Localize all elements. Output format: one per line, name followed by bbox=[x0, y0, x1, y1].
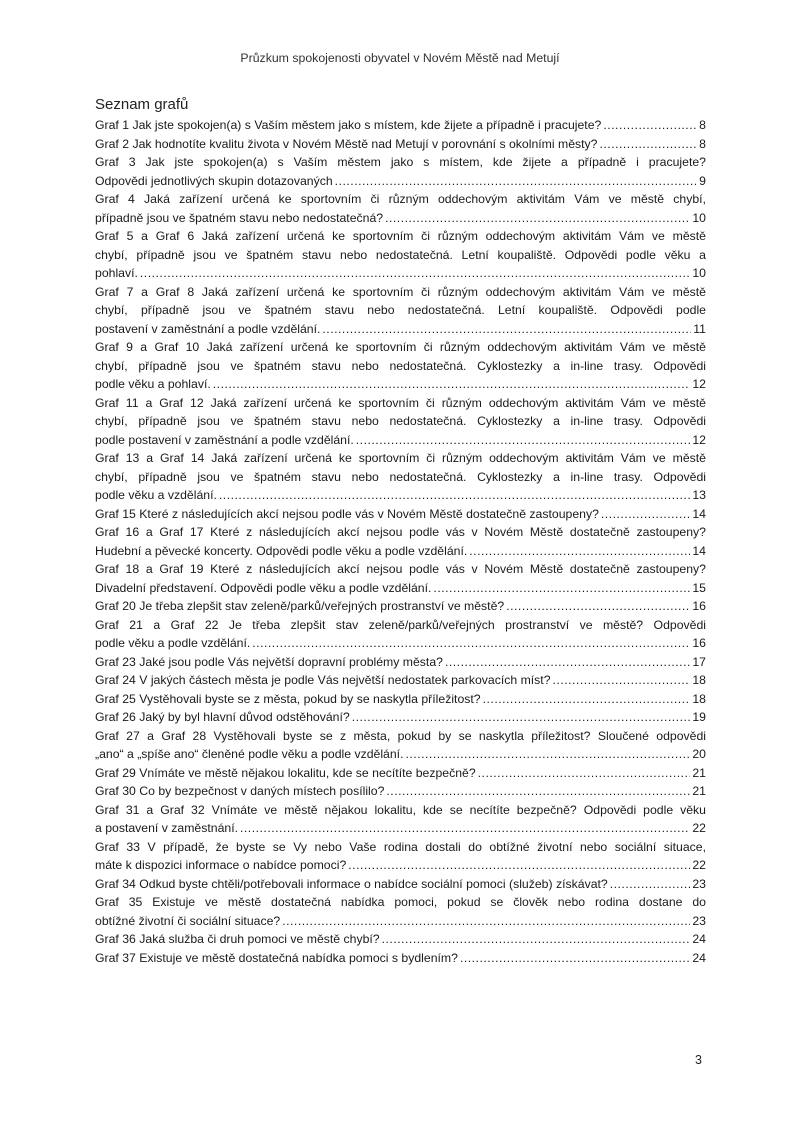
toc-page-number: 8 bbox=[699, 118, 706, 132]
toc-entry-text: Graf 11 a Graf 12 Jaká zařízení určená ke sportovním či různým oddechovým aktivitám Vám ve městě bbox=[95, 395, 706, 410]
toc-entry[interactable] bbox=[95, 782, 706, 801]
toc-entry-text: Graf 3 Jak jste spokojen(a) s Vaším městem jako s místem, kde žijete a případně i pracujete? bbox=[95, 155, 706, 169]
dot-leader bbox=[382, 930, 691, 949]
dot-leader bbox=[348, 856, 690, 875]
toc-entry-text: Graf 4 Jaká zařízení určená ke sportovním či různým oddechovým aktivitám Vám ve městě chybí, bbox=[95, 192, 706, 206]
toc-entry-text: Graf 26 Jaký by byl hlavní důvod odstěhování? bbox=[95, 710, 350, 724]
toc-entry-text: Graf 29 Vnímáte ve městě nějakou lokalitu, kde se necítíte bezpečně? bbox=[95, 765, 476, 780]
dot-leader bbox=[445, 653, 690, 672]
toc-entry-text: Divadelní představení. Odpovědi podle věku a podle vzdělání. bbox=[95, 580, 432, 595]
toc-entry-line bbox=[95, 801, 706, 820]
toc-entry-last-line bbox=[95, 819, 706, 838]
dot-leader bbox=[282, 912, 690, 931]
toc-entry-line bbox=[95, 227, 706, 246]
toc-entry-line bbox=[95, 616, 706, 635]
dot-leader bbox=[386, 782, 690, 801]
toc-entry[interactable] bbox=[95, 597, 706, 616]
dot-leader bbox=[240, 819, 690, 838]
toc-entry-line bbox=[95, 338, 706, 357]
toc-entry[interactable] bbox=[95, 893, 706, 930]
toc-page-number: 10 bbox=[692, 210, 706, 225]
toc-entry-text: Graf 33 V případě, že byste se Vy nebo Vaše rodina dostali do obtížné životní nebo sociální situace, bbox=[95, 839, 706, 854]
toc-page-number: 15 bbox=[692, 580, 706, 595]
toc-entry-text: a postavení v zaměstnání. bbox=[95, 821, 238, 835]
toc-entry-last-line bbox=[95, 875, 706, 894]
page-number: 3 bbox=[695, 1053, 702, 1067]
list-of-figures bbox=[95, 116, 706, 967]
toc-entry-text: Graf 25 Vystěhovali byste se z města, pokud by se naskytla příležitost? bbox=[95, 691, 481, 706]
dot-leader bbox=[610, 875, 691, 894]
dot-leader bbox=[599, 135, 697, 154]
toc-entry-last-line bbox=[95, 486, 706, 505]
toc-entry[interactable] bbox=[95, 671, 706, 690]
dot-leader bbox=[335, 172, 698, 191]
toc-entry-last-line bbox=[95, 209, 706, 228]
toc-entry[interactable] bbox=[95, 616, 706, 653]
toc-entry-text: chybí, případně jsou ve špatném stavu nebo nedostatečná. Cyklostezky a in-line trasy. Odpovědi bbox=[95, 358, 706, 373]
toc-entry[interactable] bbox=[95, 283, 706, 339]
toc-entry-text: Graf 24 V jakých částech města je podle Vás největší nedostatek parkovacích míst? bbox=[95, 673, 551, 687]
toc-entry[interactable] bbox=[95, 838, 706, 875]
toc-entry[interactable] bbox=[95, 690, 706, 709]
dot-leader bbox=[460, 949, 690, 968]
toc-entry-last-line bbox=[95, 856, 706, 875]
toc-entry-text: Odpovědi jednotlivých skupin dotazovaných bbox=[95, 173, 333, 188]
toc-entry-text: podle postavení v zaměstnání a podle vzdělání. bbox=[95, 432, 354, 447]
toc-page-number: 19 bbox=[692, 710, 706, 724]
toc-entry[interactable] bbox=[95, 227, 706, 283]
toc-entry[interactable] bbox=[95, 930, 706, 949]
toc-page-number: 23 bbox=[692, 913, 706, 928]
toc-entry-text: podle věku a podle vzdělání. bbox=[95, 636, 251, 650]
toc-entry-text: případně jsou ve špatném stavu nebo nedostatečná? bbox=[95, 210, 384, 225]
toc-page-number: 16 bbox=[692, 599, 706, 613]
dot-leader bbox=[219, 486, 690, 505]
toc-entry-text: Graf 27 a Graf 28 Vystěhovali byste se z města, pokud by se naskytla příležitost? Sloučené odpovědi bbox=[95, 728, 706, 743]
toc-entry-last-line bbox=[95, 764, 706, 783]
toc-entry-text: Hudební a pěvecké koncerty. Odpovědi podle věku a podle vzdělání. bbox=[95, 543, 468, 558]
toc-page-number: 10 bbox=[692, 266, 706, 280]
dot-leader bbox=[469, 542, 690, 561]
toc-entry-last-line bbox=[95, 579, 706, 598]
toc-entry-line bbox=[95, 523, 706, 542]
toc-entry-last-line bbox=[95, 320, 706, 339]
toc-entry-text: Graf 18 a Graf 19 Které z následujících akcí nejsou podle vás v Novém Městě dostatečně zastoupeny? bbox=[95, 562, 706, 576]
toc-entry[interactable] bbox=[95, 394, 706, 450]
toc-entry-text: Graf 23 Jaké jsou podle Vás největší dopravní problémy města? bbox=[95, 654, 443, 669]
toc-entry-text: Graf 13 a Graf 14 Jaká zařízení určená ke sportovním či různým oddechovým aktivitám Vám ve městě bbox=[95, 451, 706, 465]
toc-entry-last-line bbox=[95, 782, 706, 801]
dot-leader bbox=[433, 579, 690, 598]
dot-leader bbox=[603, 116, 697, 135]
toc-entry[interactable] bbox=[95, 727, 706, 764]
toc-page-number: 11 bbox=[693, 321, 706, 336]
dot-leader bbox=[140, 264, 690, 283]
dot-leader bbox=[356, 431, 691, 450]
toc-entry-text: Graf 20 Je třeba zlepšit stav zeleně/parků/veřejných prostranství ve městě? bbox=[95, 599, 505, 613]
toc-page-number: 13 bbox=[692, 488, 706, 502]
toc-page-number: 16 bbox=[692, 636, 706, 650]
toc-entry-text: podle věku a vzdělání. bbox=[95, 488, 217, 502]
dot-leader bbox=[478, 764, 691, 783]
toc-entry-line bbox=[95, 893, 706, 912]
toc-entry-text: obtížné životní či sociální situace? bbox=[95, 913, 281, 928]
toc-entry-line bbox=[95, 394, 706, 413]
dot-leader bbox=[506, 597, 690, 616]
toc-entry-last-line bbox=[95, 135, 706, 154]
toc-entry-line bbox=[95, 412, 706, 431]
toc-entry-line bbox=[95, 283, 706, 302]
toc-page-number: 12 bbox=[692, 377, 706, 391]
toc-entry-line bbox=[95, 468, 706, 487]
toc-entry-text: Graf 34 Odkud byste chtěli/potřebovali informace o nabídce sociální pomoci (služeb) získávat? bbox=[95, 876, 608, 891]
toc-page-number: 22 bbox=[692, 821, 706, 835]
toc-entry-text: Graf 2 Jak hodnotíte kvalitu života v Novém Městě nad Metují v porovnání s okolními městy? bbox=[95, 136, 598, 151]
toc-entry-text: Graf 9 a Graf 10 Jaká zařízení určená ke sportovním či různým oddechovým aktivitám Vám ve městě bbox=[95, 340, 706, 354]
dot-leader bbox=[352, 708, 691, 727]
toc-entry-line bbox=[95, 246, 706, 265]
toc-page-number: 18 bbox=[692, 673, 706, 687]
toc-page-number: 20 bbox=[692, 747, 706, 761]
toc-entry-text: Graf 31 a Graf 32 Vnímáte ve městě nějakou lokalitu, kde se necítíte bezpečně? Odpovědi podle věku bbox=[95, 802, 706, 817]
toc-entry[interactable] bbox=[95, 190, 706, 227]
toc-page-number: 17 bbox=[692, 654, 706, 669]
toc-entry[interactable] bbox=[95, 653, 706, 672]
toc-entry-last-line bbox=[95, 505, 706, 524]
toc-entry-text: Graf 35 Existuje ve městě dostatečná nabídka pomoci, pokud se člověk nebo rodina dostane do bbox=[95, 895, 706, 909]
toc-entry-line bbox=[95, 153, 706, 172]
toc-entry-last-line bbox=[95, 542, 706, 561]
toc-page-number: 22 bbox=[692, 858, 706, 872]
running-header: Průzkum spokojenosti obyvatel v Novém Městě nad Metují bbox=[240, 51, 560, 65]
toc-entry-last-line bbox=[95, 116, 706, 135]
toc-page-number: 24 bbox=[692, 932, 706, 946]
toc-page-number: 18 bbox=[692, 691, 706, 706]
toc-entry-text: Graf 1 Jak jste spokojen(a) s Vaším městem jako s místem, kde žijete a případně i pracujete? bbox=[95, 118, 602, 132]
toc-entry-last-line bbox=[95, 431, 706, 450]
toc-entry-line bbox=[95, 301, 706, 320]
toc-entry-text: pohlaví. bbox=[95, 266, 138, 280]
toc-entry-line bbox=[95, 838, 706, 857]
toc-page-number: 24 bbox=[692, 950, 706, 965]
toc-entry-line bbox=[95, 190, 706, 209]
toc-entry-last-line bbox=[95, 597, 706, 616]
toc-entry-text: Graf 36 Jaká služba či druh pomoci ve městě chybí? bbox=[95, 932, 380, 946]
toc-entry[interactable] bbox=[95, 875, 706, 894]
toc-entry-text: Graf 16 a Graf 17 Které z následujících akcí nejsou podle vás v Novém Městě dostatečně zastoupeny? bbox=[95, 525, 706, 539]
toc-entry[interactable] bbox=[95, 338, 706, 394]
dot-leader bbox=[252, 634, 690, 653]
dot-leader bbox=[213, 375, 691, 394]
toc-entry-last-line bbox=[95, 708, 706, 727]
toc-entry-text: Graf 5 a Graf 6 Jaká zařízení určená ke sportovním či různým oddechovým aktivitám Vám ve městě bbox=[95, 229, 706, 243]
toc-entry-last-line bbox=[95, 264, 706, 283]
toc-entry-text: Graf 30 Co by bezpečnost v daných místech posílilo? bbox=[95, 784, 385, 798]
toc-page-number: 8 bbox=[699, 136, 706, 151]
toc-entry-text: chybí, případně jsou ve špatném stavu nebo nedostatečná. Letní koupaliště. Odpovědi podle bbox=[95, 303, 706, 317]
toc-entry[interactable] bbox=[95, 135, 706, 154]
toc-entry-text: chybí, případně jsou ve špatném stavu nebo nedostatečná. Cyklostezky a in-line trasy. Odpovědi bbox=[95, 414, 706, 428]
toc-entry-text: Graf 7 a Graf 8 Jaká zařízení určená ke sportovním či různým oddechovým aktivitám Vám ve městě bbox=[95, 284, 706, 299]
toc-entry-last-line bbox=[95, 671, 706, 690]
toc-entry-text: podle věku a pohlaví. bbox=[95, 377, 211, 391]
toc-page-number: 14 bbox=[692, 506, 706, 521]
toc-entry-text: „ano“ a „spíše ano“ členěné podle věku a podle vzdělání. bbox=[95, 747, 404, 761]
toc-entry[interactable] bbox=[95, 708, 706, 727]
toc-page-number: 23 bbox=[692, 876, 706, 891]
toc-entry[interactable] bbox=[95, 505, 706, 524]
dot-leader bbox=[406, 745, 691, 764]
toc-entry[interactable] bbox=[95, 523, 706, 560]
toc-entry-text: postavení v zaměstnání a podle vzdělání. bbox=[95, 321, 321, 336]
toc-entry[interactable] bbox=[95, 949, 706, 968]
toc-page-number: 21 bbox=[692, 765, 706, 780]
toc-entry[interactable] bbox=[95, 116, 706, 135]
toc-entry-line bbox=[95, 560, 706, 579]
toc-entry-text: chybí, případně jsou ve špatném stavu nebo nedostatečná. Cyklostezky a in-line trasy. Odpovědi bbox=[95, 469, 706, 484]
toc-entry-line bbox=[95, 357, 706, 376]
toc-page-number: 14 bbox=[692, 543, 706, 558]
toc-entry-line bbox=[95, 727, 706, 746]
toc-entry-last-line bbox=[95, 745, 706, 764]
toc-entry[interactable] bbox=[95, 153, 706, 190]
toc-entry-last-line bbox=[95, 653, 706, 672]
toc-entry[interactable] bbox=[95, 801, 706, 838]
dot-leader bbox=[553, 671, 691, 690]
toc-entry-text: máte k dispozici informace o nabídce pomoci? bbox=[95, 858, 347, 872]
dot-leader bbox=[483, 690, 691, 709]
toc-entry-last-line bbox=[95, 172, 706, 191]
dot-leader bbox=[385, 209, 690, 228]
toc-page-number: 21 bbox=[692, 784, 706, 798]
toc-entry-text: Graf 37 Existuje ve městě dostatečná nabídka pomoci s bydlením? bbox=[95, 950, 458, 965]
toc-page-number: 12 bbox=[692, 432, 706, 447]
toc-entry-last-line bbox=[95, 375, 706, 394]
list-of-figures-title: Seznam grafů bbox=[95, 96, 189, 113]
toc-entry-text: chybí, případně jsou ve špatném stavu nebo nedostatečná. Letní koupaliště. Odpovědi podle věku a bbox=[95, 247, 706, 262]
dot-leader bbox=[601, 505, 690, 524]
toc-entry-last-line bbox=[95, 912, 706, 931]
toc-page-number: 9 bbox=[699, 173, 706, 188]
toc-entry-last-line bbox=[95, 949, 706, 968]
toc-entry[interactable] bbox=[95, 560, 706, 597]
toc-entry[interactable] bbox=[95, 764, 706, 783]
toc-entry-text: Graf 21 a Graf 22 Je třeba zlepšit stav zeleně/parků/veřejných prostranství ve městě? Odpovědi bbox=[95, 617, 706, 632]
toc-entry-line bbox=[95, 449, 706, 468]
toc-entry-last-line bbox=[95, 634, 706, 653]
dot-leader bbox=[322, 320, 691, 339]
toc-entry[interactable] bbox=[95, 449, 706, 505]
toc-entry-last-line bbox=[95, 930, 706, 949]
toc-entry-last-line bbox=[95, 690, 706, 709]
toc-entry-text: Graf 15 Které z následujících akcí nejsou podle vás v Novém Městě dostatečně zastoupeny? bbox=[95, 506, 599, 521]
